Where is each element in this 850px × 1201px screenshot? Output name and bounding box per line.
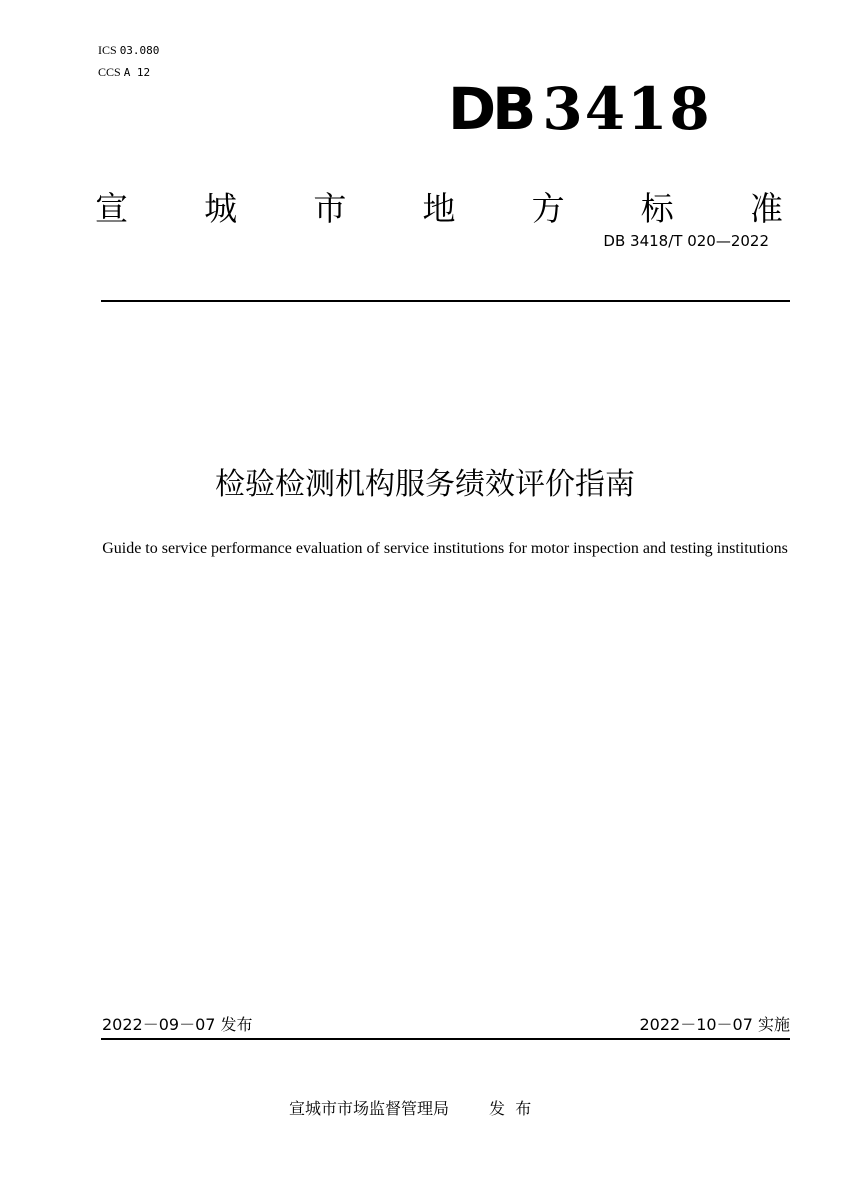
db-mark [448, 75, 712, 143]
header-rule [101, 300, 790, 302]
standard-type-char: 城 [204, 189, 238, 228]
standard-type-char: 方 [531, 189, 565, 228]
issuer [289, 1101, 531, 1117]
standard-type-char: 市 [313, 189, 347, 228]
ccs-line [98, 66, 150, 78]
title-english: Guide to service performance evaluation of service institutions for motor inspection and testing institutions [102, 540, 788, 557]
issuer-action: 发 布 [489, 1099, 532, 1118]
standard-code: DB 3418/T 020—2022 [603, 232, 769, 250]
ccs-code: A 12 [123, 66, 151, 79]
standard-type [95, 189, 783, 228]
db-logo: DB [448, 75, 533, 143]
standard-type-char: 准 [749, 189, 783, 228]
ccs-label: CCS [98, 65, 121, 79]
title-chinese: 检验检测机构服务绩效评价指南 [215, 467, 635, 502]
ics-line [98, 44, 159, 56]
ics-label: ICS [98, 43, 117, 57]
standard-type-char: 宣 [95, 189, 128, 228]
issuer-name: 宣城市市场监督管理局 [289, 1099, 450, 1118]
db-region-code: 3418 [542, 75, 712, 143]
publish-date: 2022－09－07 发布 [102, 1015, 253, 1034]
footer-rule [101, 1038, 790, 1040]
standard-type-char: 地 [422, 189, 456, 228]
implement-date: 2022－10－07 实施 [639, 1015, 790, 1034]
standard-type-char: 标 [640, 189, 674, 228]
ics-code: 03.080 [119, 44, 160, 57]
